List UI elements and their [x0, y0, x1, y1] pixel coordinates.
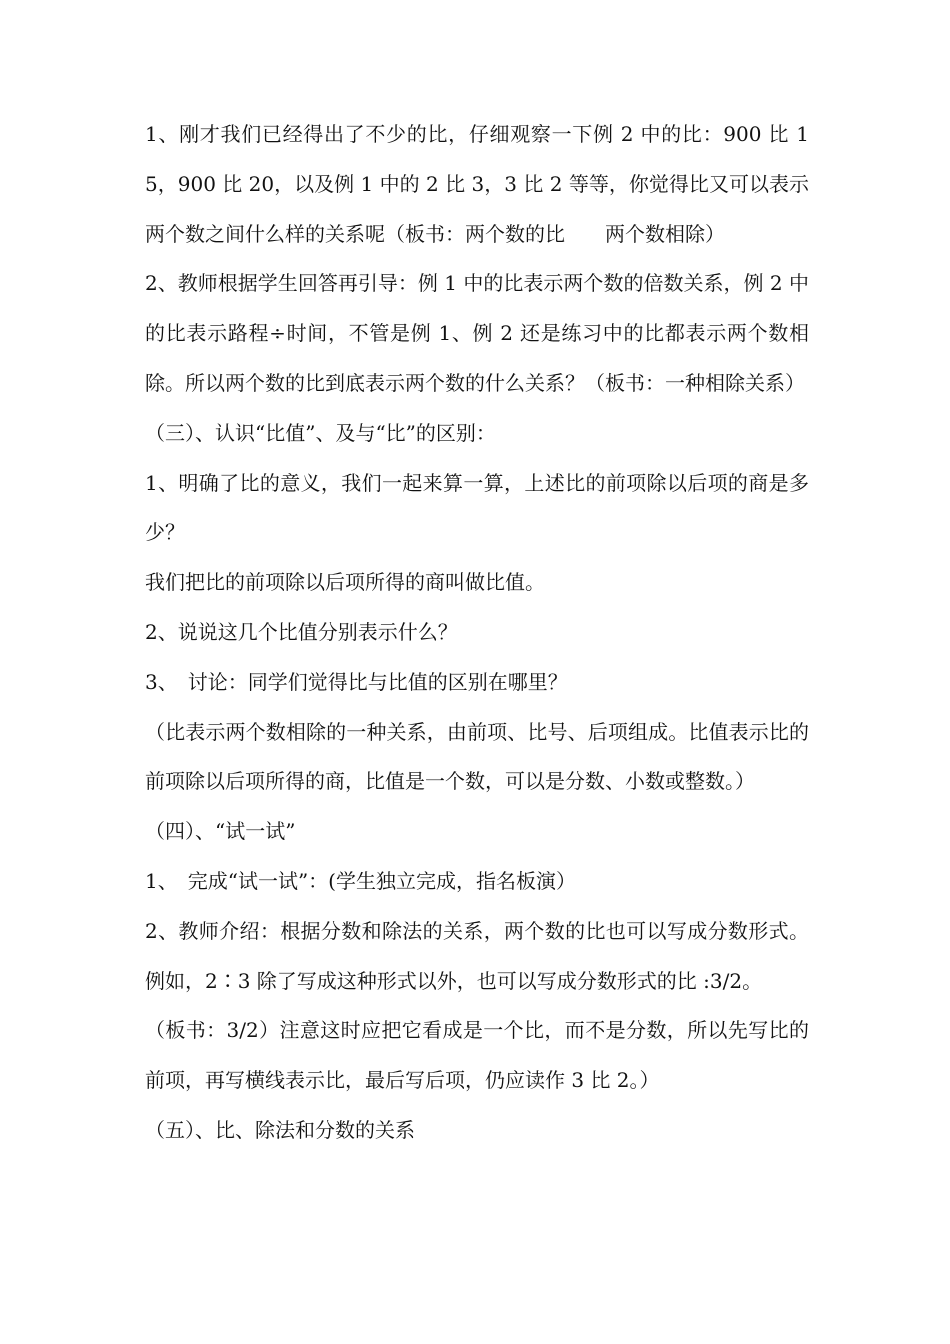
section-heading-relationship: （五）、比、除法和分数的关系: [145, 1117, 415, 1142]
paragraph-explain-values: 2、说说这几个比值分别表示什么？: [145, 619, 458, 644]
section-heading-ratio-value: （三）、认识“比值”、及与“比”的区别：: [145, 420, 496, 445]
paragraph-discussion: 3、 讨论：同学们觉得比与比值的区别在哪里？: [145, 669, 568, 694]
paragraph-fraction-form: 2、教师介绍：根据分数和除法的关系，两个数的比也可以写成分数形式。例如，2∶3 除了写成这种形式以外，也可以写成分数形式的比 :3/2。: [145, 918, 809, 993]
document-body: [145, 110, 809, 1156]
paragraph-ratio-observation: 1、刚才我们已经得出了不少的比，仔细观察一下例 2 中的比：900 比 15，900 比 20，以及例 1 中的 2 比 3，3 比 2 等等，你觉得比又可以表示两个数之间什么样的关系呢（板书：两个数的比 两个数相除）: [145, 122, 809, 246]
paragraph-ratio-vs-value: （比表示两个数相除的一种关系，由前项、比号、后项组成。比值表示比的前项除以后项所得的商，比值是一个数，可以是分数、小数或整数。）: [145, 719, 809, 794]
paragraph-ratio-value-definition: 我们把比的前项除以后项所得的商叫做比值。: [145, 570, 545, 595]
paragraph-compute-quotient: 1、明确了比的意义，我们一起来算一算，上述比的前项除以后项的商是多少？: [145, 470, 809, 545]
section-heading-try-it: （四）、“试一试”: [145, 819, 296, 844]
paragraph-board-note: （板书：3/2）注意这时应把它看成是一个比，而不是分数，所以先写比的前项，再写横线表示比，最后写后项，仍应读作 3 比 2。）: [145, 1018, 809, 1093]
paragraph-complete-try-it: 1、 完成“试一试”：(学生独立完成，指名板演）: [145, 868, 576, 893]
paragraph-teacher-guidance: 2、教师根据学生回答再引导：例 1 中的比表示两个数的倍数关系，例 2 中的比表示路程÷时间，不管是例 1、例 2 还是练习中的比都表示两个数相除。所以两个数的比到底表示两个数的什么关系？（板书：一种相除关系）: [145, 271, 809, 395]
